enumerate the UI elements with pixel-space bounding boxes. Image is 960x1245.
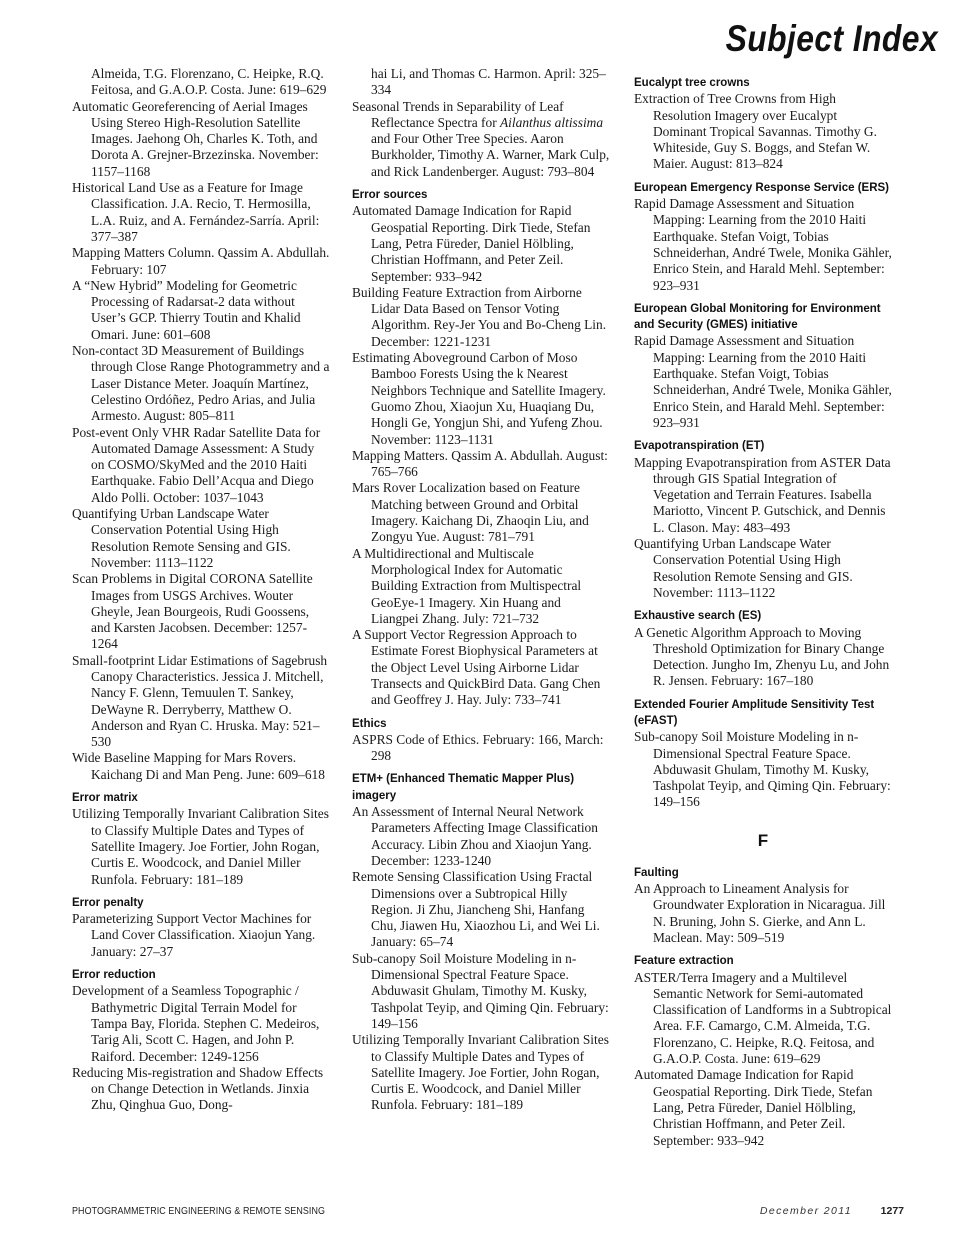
index-entry: Development of a Seamless Topographic / Bathymetric Digital Terrain Model for Tampa Bay, Florida. Stephen C. Medeiros, Tarig Ali, Scott C. Hagen, and John P. Raiford. December: 1249-1256: [72, 983, 320, 1064]
page-footer: [72, 1205, 904, 1221]
index-entry: Almeida, T.G. Florenzano, C. Heipke, R.Q. Feitosa, and G.A.O.P. Costa. June: 619–629: [91, 66, 327, 98]
index-entry: Sub-canopy Soil Moisture Modeling in n-Dimensional Spectral Feature Space. Abduwasit Ghulam, Timothy M. Kusky, Tashpolat Teyip, and Qiming Qin. February: 149–156: [352, 950, 609, 1031]
index-entry: Non-contact 3D Measurement of Buildings through Close Range Photogrammetry and a Laser Distance Meter. Joaquín Martínez, Celestino Ordóñez, Pedro Arias, and Julia Armesto. August: 805–811: [72, 343, 330, 424]
index-heading: Extended Fourier Amplitude Sensitivity Test (eFAST): [634, 698, 875, 727]
index-entry: ASPRS Code of Ethics. February: 166, March: 298: [352, 731, 604, 764]
index-entry: Mapping Matters. Qassim A. Abdullah. August: 765–766: [352, 447, 608, 480]
index-heading: European Global Monitoring for Environment and Security (GMES) initiative: [634, 302, 881, 332]
index-heading: Evapotranspiration (ET): [634, 440, 765, 453]
index-entry: Building Feature Extraction from Airborne Lidar Data Based on Tensor Voting Algorithm. Rey-Jer You and Bo-Cheng Lin. December: 1221-1231: [352, 284, 607, 349]
index-column-1: [72, 66, 330, 1114]
index-entry: A Multidirectional and Multiscale Morphological Index for Automatic Building Extraction from Multispectral GeoEye-1 Imagery. Xin Huang and Liangpei Zhang. July: 721–732: [352, 545, 582, 626]
index-heading: Error matrix: [72, 792, 138, 805]
index-entry: Estimating Aboveground Carbon of Moso Bamboo Forests Using the k Nearest Neighbors Technique and Satellite Imagery. Guomo Zhou, Xiaojun Xu, Huaqiang Du, Hongli Ge, Yongjun Shi, and Yufeng Zhou. November: 1123–1131: [352, 350, 606, 447]
index-heading: Error penalty: [72, 896, 144, 909]
index-entry: Historical Land Use as a Feature for Image Classification. J.A. Recio, T. Hermosilla, L.A. Ruiz, and A. Fernández-Sarría. April: 377–387: [72, 180, 320, 244]
index-entry: Rapid Damage Assessment and Situation Mapping: Learning from the 2010 Haiti Earthquake. Stefan Voigt, Tobias Schneiderhan, André Twele, Monika Gähler, Enrico Stein, and Harald Mehl. September: 923–931: [634, 196, 892, 293]
index-entry: Quantifying Urban Landscape Water Conservation Potential Using High Resolution Remote Sensing and GIS. November: 1113–1122: [634, 536, 853, 600]
index-heading: ETM+ (Enhanced Thematic Mapper Plus) imagery: [352, 773, 575, 802]
journal-name: PHOTOGRAMMETRIC ENGINEERING & REMOTE SENSING: [72, 1205, 326, 1217]
index-column-2: [352, 66, 610, 1114]
index-entry: Small-footprint Lidar Estimations of Sagebrush Canopy Characteristics. Jessica J. Mitchell, Nancy F. Glenn, Temuulen T. Sankey, DeWayne R. Derryberry, Matthew O. Anderson and Ryan C. Hruska. May: 521–530: [72, 652, 328, 750]
index-entry: Utilizing Temporally Invariant Calibration Sites to Classify Multiple Dates and Types of Satellite Imagery. Joe Fortier, John Rogan, Curtis E. Woodcock, and Daniel Miller Runfola. February: 181–189: [72, 806, 329, 887]
index-heading: Ethics: [352, 717, 387, 730]
page-number: 1277: [880, 1205, 904, 1217]
index-entry: Post-event Only VHR Radar Satellite Data for Automated Damage Assessment: A Study on COSMO/SkyMed and the 2010 Haiti Earthquake. Fabio Dell’Acqua and Diego Aldo Polli. October: 1037–1043: [72, 424, 321, 505]
index-letter: F: [757, 830, 769, 850]
index-entry: A Genetic Algorithm Approach to Moving Threshold Optimization for Binary Change Detection. Jungho Im, Zhenyu Lu, and John R. Jensen. February: 167–180: [634, 624, 890, 689]
index-column-3: [634, 68, 892, 1149]
index-entry: Sub-canopy Soil Moisture Modeling in n-Dimensional Spectral Feature Space. Abduwasit Ghulam, Timothy M. Kusky, Tashpolat Teyip, and Qiming Qin. February: 149–156: [634, 729, 891, 810]
index-entry: Mapping Matters Column. Qassim A. Abdullah. February: 107: [72, 245, 330, 277]
index-entry: Utilizing Temporally Invariant Calibration Sites to Classify Multiple Dates and Types of Satellite Imagery. Joe Fortier, John Rogan, Curtis E. Woodcock, and Daniel Miller Runfola. February: 181–189: [352, 1032, 609, 1113]
index-entry: ASTER/Terra Imagery and a Multilevel Semantic Network for Semi-automated Classification of Landforms in a Subtropical Area. F.F. Camargo, C.M. Almeida, T.G. Florenzano, C. Heipke, R.Q. Feitosa, and G.A.O.P. Costa. June: 619–629: [634, 969, 892, 1067]
index-entry: Scan Problems in Digital CORONA Satellite Images from USGS Archives. Wouter Gheyle, Jean Bourgeois, Rudi Goossens, and Karsten Jacobsen. December: 1257-1264: [72, 571, 313, 652]
index-entry: Mars Rover Localization based on Feature Matching between Ground and Orbital Imagery. Kaichang Di, Zhaoqin Liu, and Zongyu Yue. August: 781–791: [352, 480, 589, 545]
index-entry: A Support Vector Regression Approach to Estimate Forest Biophysical Parameters at the Object Level Using Airborne Lidar Transects and QuickBird Data. Gang Chen and Geoffrey J. Hay. July: 733–741: [352, 627, 601, 708]
index-entry: Mapping Evapotranspiration from ASTER Data through GIS Spatial Integration of Vegetation and Terrain Features. Isabella Mariotto, Vincent P. Gutschick, and Dennis L. Clason. May: 483–493: [634, 454, 891, 535]
index-entry: hai Li, and Thomas C. Harmon. April: 325–334: [371, 66, 606, 98]
index-entry: Automatic Georeferencing of Aerial Images Using Stereo High-Resolution Satellite Images. Jaehong Oh, Charles K. Toth, and Dorota A. Grejner-Brzezinska. November: 1157–1168: [72, 98, 319, 179]
index-heading: European Emergency Response Service (ERS): [634, 181, 890, 194]
index-entry: Extraction of Tree Crowns from High Resolution Imagery over Eucalypt Dominant Tropical Savannas. Timothy G. Whiteside, Guy S. Boggs, and Stefan W. Maier. August: 813–824: [634, 91, 877, 172]
index-entry: A “New Hybrid” Modeling for Geometric Processing of Radarsat-2 data without User’s GCP. Thierry Toutin and Khalid Omari. June: 601–608: [72, 277, 301, 342]
index-entry: An Approach to Lineament Analysis for Groundwater Exploration in Nicaragua. Jill N. Bruning, John S. Gierke, and Ann L. Maclean. May: 509–519: [634, 881, 886, 945]
index-entry: Remote Sensing Classification Using Fractal Dimensions over a Subtropical Hilly Region. Ji Zhu, Jiancheng Shi, Hanfang Chu, Jiawen Hu, Xiaozhou Li, and Wei Li. January: 65–74: [352, 869, 600, 950]
index-entry: Quantifying Urban Landscape Water Conservation Potential Using High Resolution Remote Sensing and GIS. November: 1113–1122: [72, 506, 291, 570]
index-entry: [352, 99, 610, 180]
index-heading: Faulting: [634, 866, 679, 879]
index-heading: Exhaustive search (ES): [634, 610, 762, 623]
index-heading: Error reduction: [72, 969, 156, 982]
index-entry: Automated Damage Indication for Rapid Geospatial Reporting. Dirk Tiede, Stefan Lang, Petra Füreder, Daniel Hölbling, Christian Hoffmann, and Peter Zeil. September: 933–942: [634, 1067, 873, 1148]
index-entry: Wide Baseline Mapping for Mars Rovers. Kaichang Di and Man Peng. June: 609–618: [72, 750, 325, 782]
index-entry: Automated Damage Indication for Rapid Geospatial Reporting. Dirk Tiede, Stefan Lang, Petra Füreder, Daniel Hölbling, Christian Hoffmann, and Peter Zeil. September: 933–942: [352, 203, 591, 284]
index-entry: Rapid Damage Assessment and Situation Mapping: Learning from the 2010 Haiti Earthquake. Stefan Voigt, Tobias Schneiderhan, André Twele, Monika Gähler, Enrico Stein, and Harald Mehl. September: 923–931: [634, 333, 892, 430]
entry-text: Seasonal Trends in Separability of Leaf Reflectance Spectra for: [352, 98, 564, 130]
index-entry: Parameterizing Support Vector Machines for Land Cover Classification. Xiaojun Yang. January: 27–37: [72, 911, 316, 959]
entry-species-name: Ailanthus altissima: [500, 114, 604, 130]
index-entry: Reducing Mis-registration and Shadow Effects on Change Detection in Wetlands. Jinxia Zhu, Qinghua Guo, Dong-: [72, 1064, 324, 1113]
index-heading: Eucalypt tree crowns: [634, 77, 750, 89]
index-heading: Error sources: [352, 189, 428, 202]
index-entry: An Assessment of Internal Neural Network Parameters Affecting Image Classification Accuracy. Libin Zhou and Xiaojun Yang. December: 1233-1240: [352, 804, 598, 868]
entry-text: and Four Other Tree Species. Aaron Burkholder, Timothy A. Warner, Mark Culp, and Rick Landenberger. August: 793–804: [371, 131, 610, 179]
page-title: Subject Index: [725, 18, 938, 59]
index-heading: Feature extraction: [634, 955, 734, 968]
issue-date: December 2011: [759, 1205, 852, 1217]
